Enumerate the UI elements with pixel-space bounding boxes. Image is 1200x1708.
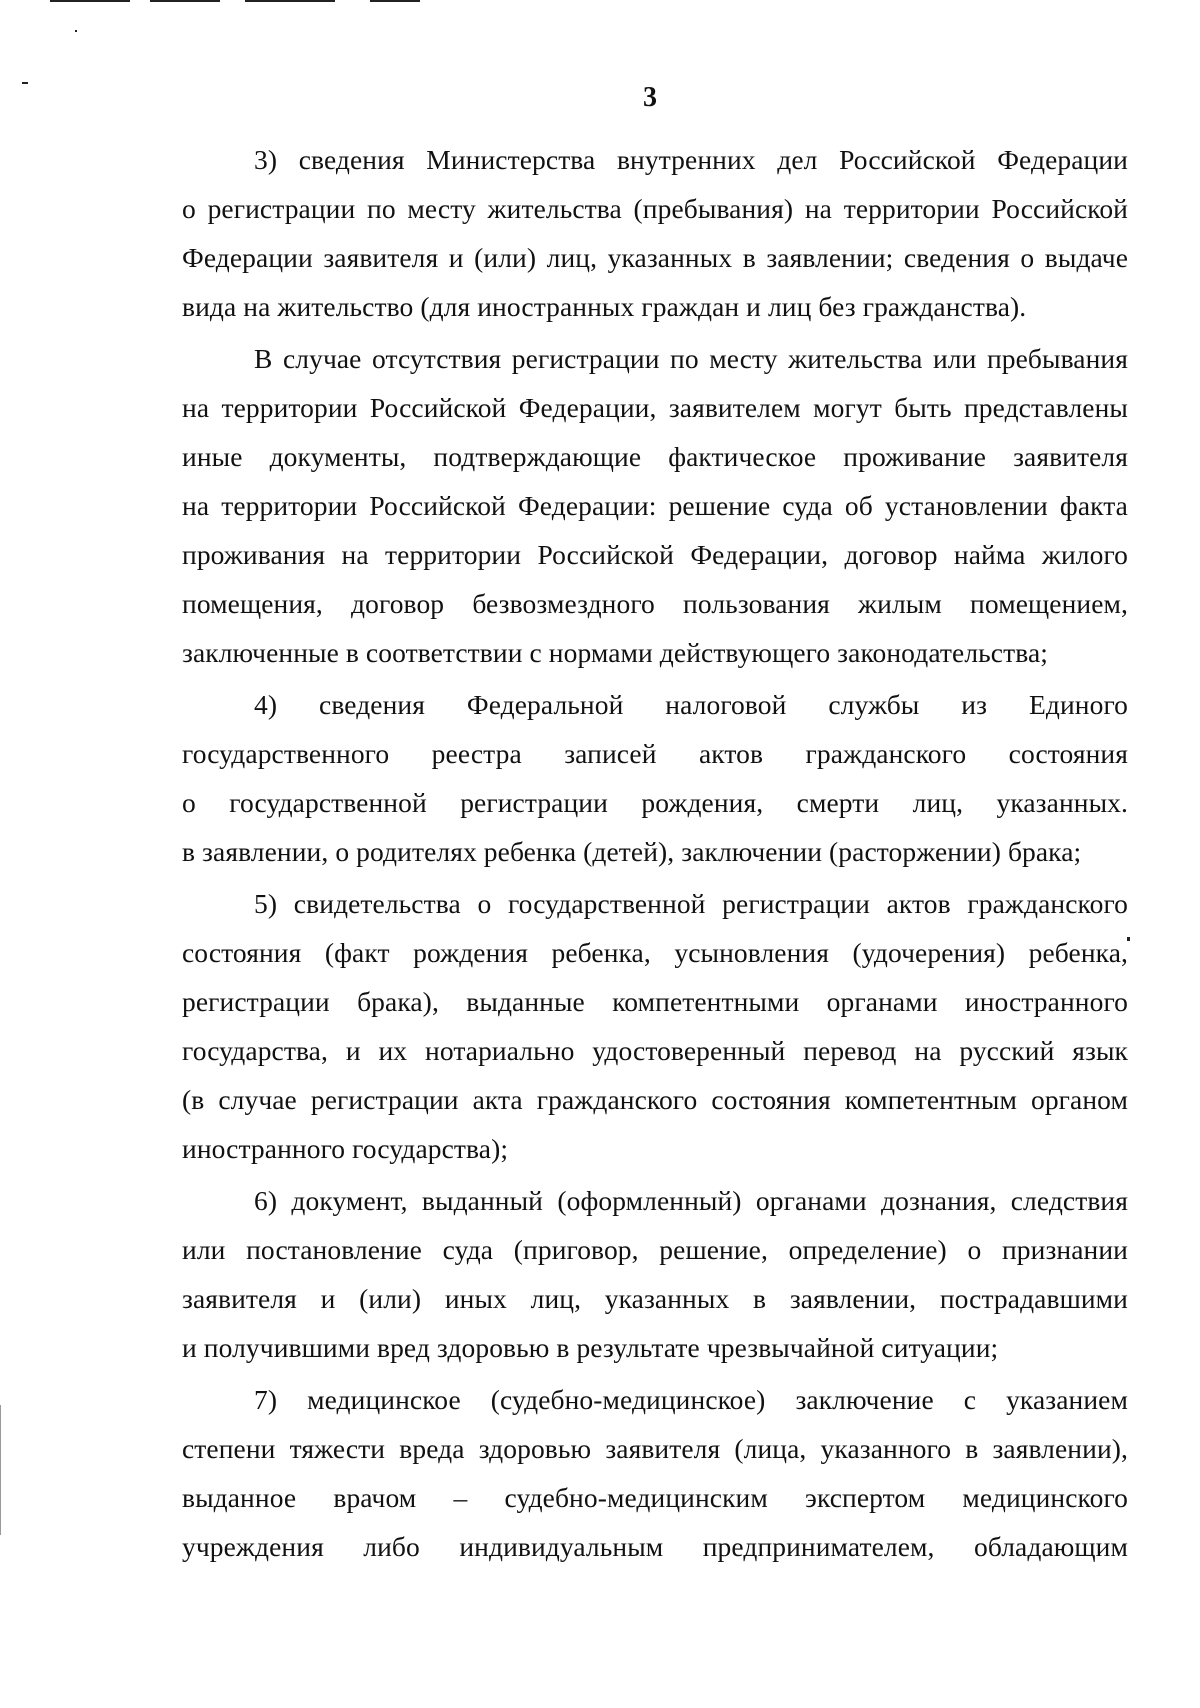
- paragraph-line: в заявлении, о родителях ребенка (детей), заключении (расторжении) брака;: [182, 836, 1082, 867]
- paragraph-line: иностранного государства);: [182, 1133, 509, 1164]
- paragraph-line: 5) свидетельства о государственной регистрации актов гражданского: [254, 888, 1128, 919]
- paragraph-line: 4) сведения Федеральной налоговой службы из Единого: [254, 689, 1128, 720]
- paragraph-line: о регистрации по месту жительства (пребывания) на территории Российской: [182, 193, 1128, 224]
- paragraph-line: на территории Российской Федерации: решение суда об установлении факта: [182, 490, 1128, 521]
- scan-mark: [150, 0, 220, 2]
- scan-mark: [50, 0, 130, 2]
- paragraph-line: заявителя и (или) иных лиц, указанных в заявлении, пострадавшими: [182, 1283, 1128, 1314]
- scan-mark: [245, 0, 335, 2]
- paragraph-line: иные документы, подтверждающие фактическое проживание заявителя: [182, 441, 1128, 472]
- paragraph-line: или постановление суда (приговор, решение, определение) о признании: [182, 1234, 1128, 1265]
- paragraph-line: состояния (факт рождения ребенка, усыновления (удочерения) ребенка,: [182, 937, 1128, 968]
- paragraph-line: заключенные в соответствии с нормами действующего законодательства;: [182, 637, 1048, 668]
- paragraph-line: и получившими вред здоровью в результате чрезвычайной ситуации;: [182, 1332, 999, 1363]
- scan-mark: [370, 0, 420, 2]
- paragraph-line: на территории Российской Федерации, заявителем могут быть представлены: [182, 392, 1128, 423]
- paragraph-line: (в случае регистрации акта гражданского состояния компетентным органом: [182, 1084, 1128, 1115]
- paragraph-line: вида на жительство (для иностранных граждан и лиц без гражданства).: [182, 291, 1027, 322]
- scan-mark: [22, 82, 28, 84]
- paragraph-line: государства, и их нотариально удостоверенный перевод на русский язык: [182, 1035, 1128, 1066]
- paragraph-line: В случае отсутствия регистрации по месту жительства или пребывания: [254, 343, 1128, 374]
- paragraph-line: о государственной регистрации рождения, смерти лиц, указанных.: [182, 787, 1128, 818]
- paragraph-line: 6) документ, выданный (оформленный) органами дознания, следствия: [254, 1185, 1128, 1216]
- scan-mark: [75, 30, 77, 32]
- paragraph-line: помещения, договор безвозмездного пользования жилым помещением,: [182, 588, 1128, 619]
- paragraph-line: учреждения либо индивидуальным предпринимателем, обладающим: [182, 1531, 1128, 1562]
- paragraph-line: государственного реестра записей актов гражданского состояния: [182, 738, 1128, 769]
- scan-mark: [0, 1405, 1, 1535]
- paragraph-line: проживания на территории Российской Федерации, договор найма жилого: [182, 539, 1128, 570]
- paragraph-line: 7) медицинское (судебно-медицинское) заключение с указанием: [254, 1384, 1128, 1415]
- paragraph-line: степени тяжести вреда здоровью заявителя (лица, указанного в заявлении),: [182, 1433, 1128, 1464]
- paragraph-line: 3) сведения Министерства внутренних дел Российской Федерации: [254, 144, 1128, 175]
- paragraph-line: Федерации заявителя и (или) лиц, указанных в заявлении; сведения о выдаче: [182, 242, 1128, 273]
- page-number: 3: [643, 82, 657, 113]
- paragraph-line: выданное врачом – судебно-медицинским экспертом медицинского: [182, 1482, 1128, 1513]
- paragraph-line: регистрации брака), выданные компетентными органами иностранного: [182, 986, 1128, 1017]
